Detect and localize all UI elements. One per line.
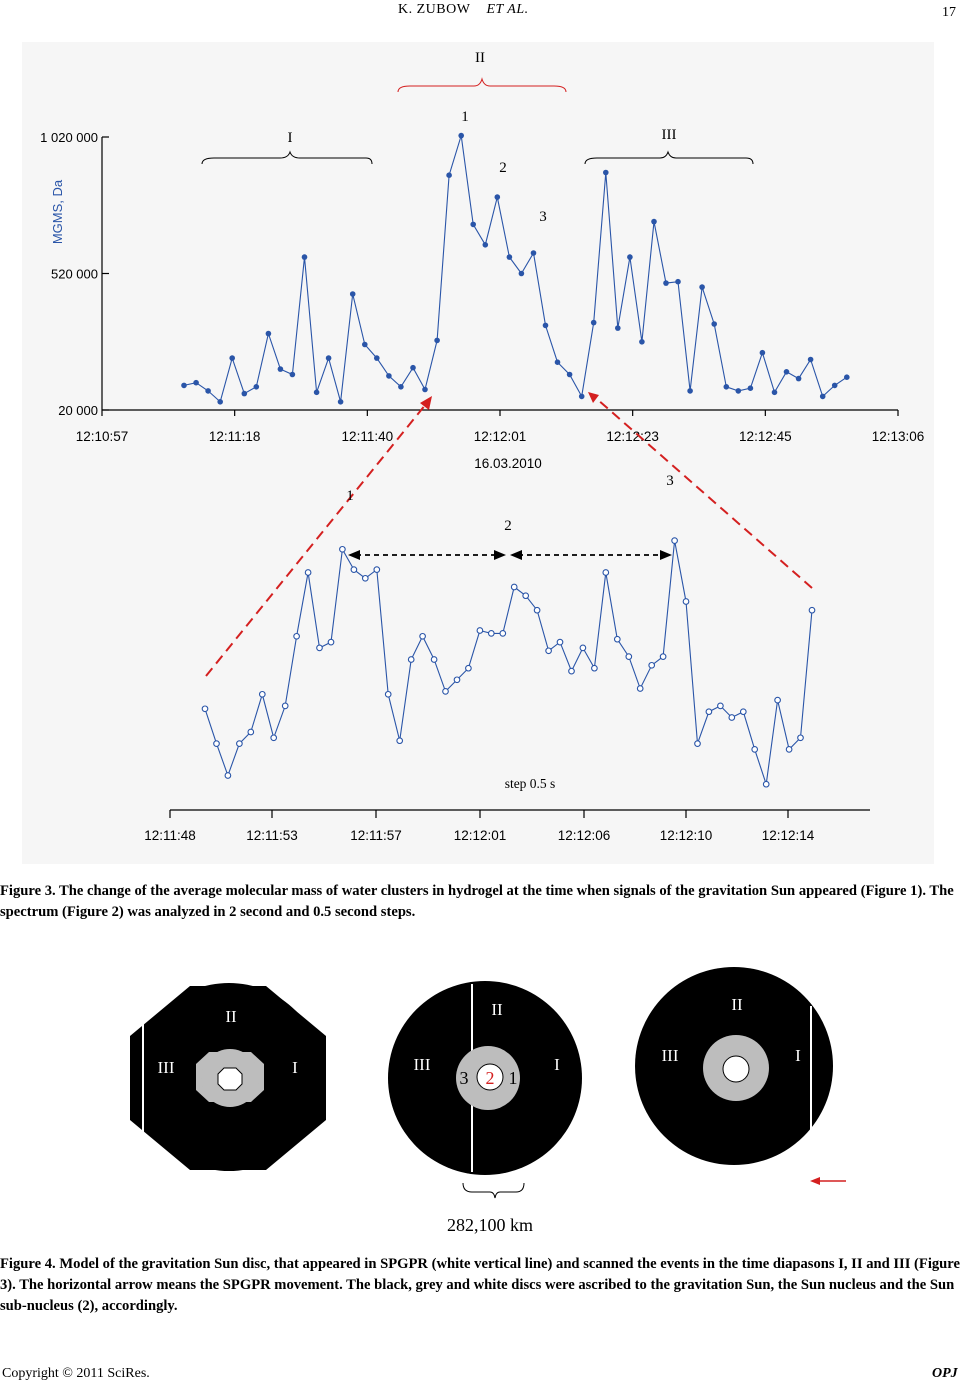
top-data-point: [772, 390, 778, 396]
bottom-data-point: [271, 735, 277, 741]
disc-left: [130, 983, 326, 1171]
top-data-point: [627, 254, 633, 260]
bottom-data-point: [672, 538, 678, 544]
top-data-point: [567, 372, 573, 378]
disc-right-label-III: III: [661, 1046, 679, 1065]
interval-arrowhead-right-end: [660, 550, 672, 560]
bottom-data-point: [523, 593, 529, 599]
top-data-point: [470, 222, 476, 228]
bottom-data-point: [763, 781, 769, 787]
top-data-point: [242, 391, 248, 397]
bottom-data-point: [466, 665, 472, 671]
interval-arrowhead-right-start: [510, 550, 522, 560]
top-data-point: [266, 331, 272, 337]
figure-3: [22, 42, 934, 864]
page-header: [0, 2, 966, 26]
bottom-data-point: [385, 692, 391, 698]
bottom-data-point: [592, 665, 598, 671]
bottom-x-tick-label: 12:11:57: [350, 828, 402, 843]
bottom-data-point: [729, 715, 735, 721]
bottom-chart: [144, 473, 870, 843]
bottom-data-point: [282, 703, 288, 709]
top-x-tick-label: 12:13:06: [871, 429, 925, 444]
top-x-tick-label: 12:11:18: [208, 429, 261, 444]
bottom-peak-label-3: 3: [666, 473, 674, 489]
running-head-author: K. ZUBOW: [398, 2, 471, 17]
bottom-data-point: [374, 567, 380, 573]
bottom-peak-label-2: 2: [504, 518, 512, 534]
bottom-data-point: [809, 607, 815, 613]
top-series-line: [184, 136, 847, 402]
top-data-point: [711, 321, 717, 327]
top-x-tick-label: 12:11:40: [341, 429, 394, 444]
bottom-x-tick-label: 12:11:48: [144, 828, 196, 843]
bottom-data-point: [706, 709, 712, 715]
nucleus-label-1: 1: [508, 1068, 518, 1088]
range-label-III: III: [661, 127, 677, 143]
top-data-point: [181, 383, 187, 389]
top-data-point: [808, 357, 814, 363]
top-data-point: [736, 388, 742, 394]
disc-left-label-III: III: [157, 1058, 175, 1077]
top-y-tick-label: 20 000: [58, 403, 98, 418]
top-data-point: [724, 384, 730, 390]
sun-subnucleus-disc-right: [723, 1056, 749, 1082]
top-data-point: [458, 133, 464, 139]
interval-arrowhead-left-start: [348, 550, 360, 560]
bottom-data-point: [237, 741, 243, 747]
bottom-x-tick-label: 12:12:01: [453, 828, 507, 843]
top-data-point: [760, 350, 766, 356]
disc-left-label-II: II: [225, 1007, 237, 1026]
top-data-point: [362, 342, 368, 348]
bottom-data-point: [363, 576, 369, 582]
bottom-data-point: [260, 692, 266, 698]
figure-4: [0, 960, 966, 1250]
top-data-point: [374, 355, 380, 361]
top-chart: [40, 50, 924, 471]
bottom-data-point: [775, 697, 781, 703]
top-data-point: [350, 291, 356, 297]
step-label: step 0.5 s: [504, 776, 556, 791]
bottom-data-point: [557, 639, 563, 645]
disc-middle-label-I: I: [554, 1055, 560, 1074]
top-data-point: [434, 338, 440, 344]
top-x-tick-label: 12:12:23: [606, 429, 659, 444]
top-data-point: [832, 383, 838, 389]
top-data-point: [410, 365, 416, 371]
bottom-data-point: [351, 567, 357, 573]
bottom-data-point: [294, 634, 300, 640]
top-data-point: [193, 380, 199, 386]
top-data-point: [302, 254, 308, 260]
bottom-data-point: [511, 584, 517, 590]
bottom-data-point: [534, 607, 540, 613]
top-y-ticks: [40, 130, 109, 418]
scale-brace: [463, 1183, 524, 1198]
bottom-data-point: [500, 631, 506, 637]
range-brace-I: [202, 152, 372, 164]
top-data-point: [531, 250, 537, 256]
figure-3-caption: Figure 3. The change of the average molecular mass of water clusters in hydrogel at the time when signals of the gravitation Sun appeared (Figure 1). The spectrum (Figure 2) was analyzed in 2 second and 0.5 second steps.: [0, 883, 954, 920]
bottom-x-ticks: [144, 810, 815, 843]
top-x-ticks: [76, 410, 925, 444]
top-peak-label-2: 2: [499, 160, 507, 176]
top-data-point: [820, 394, 826, 400]
bottom-data-point: [603, 570, 609, 576]
top-data-point: [217, 399, 223, 405]
top-data-point: [651, 219, 657, 225]
zoom-arrow-right: [597, 399, 812, 588]
top-data-point: [326, 355, 332, 361]
top-y-tick-label: 520 000: [51, 266, 98, 282]
top-data-point: [205, 388, 211, 394]
top-data-point: [844, 374, 850, 380]
bottom-x-tick-label: 12:12:14: [761, 828, 815, 843]
bottom-data-point: [683, 599, 689, 605]
zoom-arrowhead-right: [588, 392, 599, 403]
top-data-point: [290, 372, 296, 378]
bottom-data-point: [305, 570, 311, 576]
running-head-etal: ET AL.: [486, 2, 529, 17]
bottom-data-point: [214, 741, 220, 747]
bottom-data-point: [454, 677, 460, 683]
top-series-points: [181, 133, 849, 405]
bottom-data-point: [741, 709, 747, 715]
disc-right-label-I: I: [795, 1046, 801, 1065]
bottom-data-point: [695, 741, 701, 747]
top-data-point: [555, 359, 561, 365]
bottom-x-tick-label: 12:11:53: [246, 828, 298, 843]
bottom-data-point: [420, 634, 426, 640]
figure-4-caption: Figure 4. Model of the gravitation Sun disc, that appeared in SPGPR (white vertical line) and scanned the events in the time diapasons I, II and III (Figure 3). The horizontal arrow means the SPGPR movement. The black, grey and white discs were ascribed to the gravitation Sun, the Sun nucleus and the Sun sub-nucleus (2), accordingly.: [0, 1256, 960, 1314]
disc-middle-label-II: II: [491, 1000, 503, 1019]
range-label-I: I: [287, 130, 293, 146]
top-y-tick-label: 1 020 000: [40, 130, 98, 145]
top-data-point: [615, 325, 621, 331]
top-data-point: [254, 384, 260, 390]
bottom-data-point: [317, 645, 323, 651]
top-peak-label-1: 1: [461, 109, 469, 125]
nucleus-label-3: 3: [459, 1068, 469, 1088]
bottom-data-point: [752, 747, 758, 753]
bottom-data-point: [798, 735, 804, 741]
range-label-II: II: [475, 50, 485, 66]
top-data-point: [675, 279, 681, 285]
page-number: 17: [942, 5, 956, 20]
top-data-point: [639, 339, 645, 345]
bottom-data-point: [637, 686, 643, 692]
top-data-point: [591, 320, 597, 326]
bottom-data-point: [431, 657, 437, 663]
bottom-data-point: [649, 663, 655, 669]
top-data-point: [229, 355, 235, 361]
bottom-peak-label-1: 1: [346, 488, 354, 504]
top-data-point: [699, 284, 705, 290]
top-data-point: [398, 384, 404, 390]
bottom-data-point: [489, 631, 495, 637]
spgpr-movement-arrowhead: [810, 1177, 820, 1185]
bottom-x-tick-label: 12:12:10: [659, 828, 713, 843]
bottom-data-point: [477, 628, 483, 634]
bottom-data-point: [397, 738, 403, 744]
bottom-data-point: [340, 547, 346, 553]
top-data-point: [386, 373, 392, 379]
bottom-data-point: [443, 689, 449, 695]
top-data-point: [663, 280, 669, 286]
bottom-data-point: [328, 639, 334, 645]
top-date-label: 16.03.2010: [474, 456, 542, 471]
top-data-point: [446, 172, 452, 178]
nucleus-label-2: 2: [485, 1068, 495, 1088]
top-data-point: [796, 376, 802, 382]
journal-abbrev: OPJ: [932, 1366, 958, 1381]
scale-label: 282,100 km: [446, 1215, 534, 1235]
running-head: [398, 2, 529, 18]
bottom-data-point: [660, 654, 666, 660]
top-data-point: [543, 323, 549, 329]
bottom-data-point: [786, 747, 792, 753]
bottom-data-point: [569, 668, 575, 674]
top-data-point: [338, 399, 344, 405]
disc-right-label-II: II: [731, 995, 743, 1014]
disc-middle-label-III: III: [413, 1055, 431, 1074]
copyright: Copyright © 2011 SciRes.: [2, 1366, 150, 1381]
top-data-point: [579, 394, 585, 400]
top-y-axis-label: MGMS, Da: [50, 179, 65, 245]
top-x-tick-label: 12:12:01: [473, 429, 527, 444]
bottom-data-point: [546, 648, 552, 654]
top-data-point: [748, 385, 754, 391]
top-data-point: [495, 194, 501, 200]
disc-right: [635, 967, 833, 1165]
bottom-data-point: [718, 703, 724, 709]
top-data-point: [483, 242, 489, 248]
bottom-series-line: [205, 541, 812, 785]
top-data-point: [519, 271, 525, 277]
top-data-point: [278, 366, 284, 372]
top-data-point: [687, 388, 693, 394]
bottom-x-tick-label: 12:12:06: [557, 828, 611, 843]
range-brace-III: [585, 152, 753, 164]
bottom-data-point: [626, 654, 632, 660]
figure-3-svg: [22, 42, 934, 864]
top-data-point: [507, 254, 513, 260]
zoom-arrow-left: [206, 404, 426, 676]
disc-middle: [388, 981, 582, 1175]
top-x-tick-label: 12:12:45: [739, 429, 792, 444]
top-data-point: [603, 170, 609, 176]
bottom-data-point: [580, 645, 586, 651]
bottom-data-point: [248, 729, 254, 735]
top-peak-label-3: 3: [539, 209, 547, 225]
top-data-point: [784, 369, 790, 375]
top-x-tick-label: 12:10:57: [75, 429, 129, 444]
top-data-point: [422, 387, 428, 393]
bottom-series-points: [202, 538, 815, 787]
range-brace-II: [398, 79, 566, 92]
interval-arrowhead-left-end: [494, 550, 506, 560]
sun-subnucleus-disc-left: [218, 1068, 242, 1090]
bottom-data-point: [225, 773, 231, 779]
top-data-point: [314, 390, 320, 396]
bottom-data-point: [202, 706, 208, 712]
bottom-data-point: [408, 657, 414, 663]
disc-left-label-I: I: [292, 1058, 298, 1077]
bottom-data-point: [615, 636, 621, 642]
